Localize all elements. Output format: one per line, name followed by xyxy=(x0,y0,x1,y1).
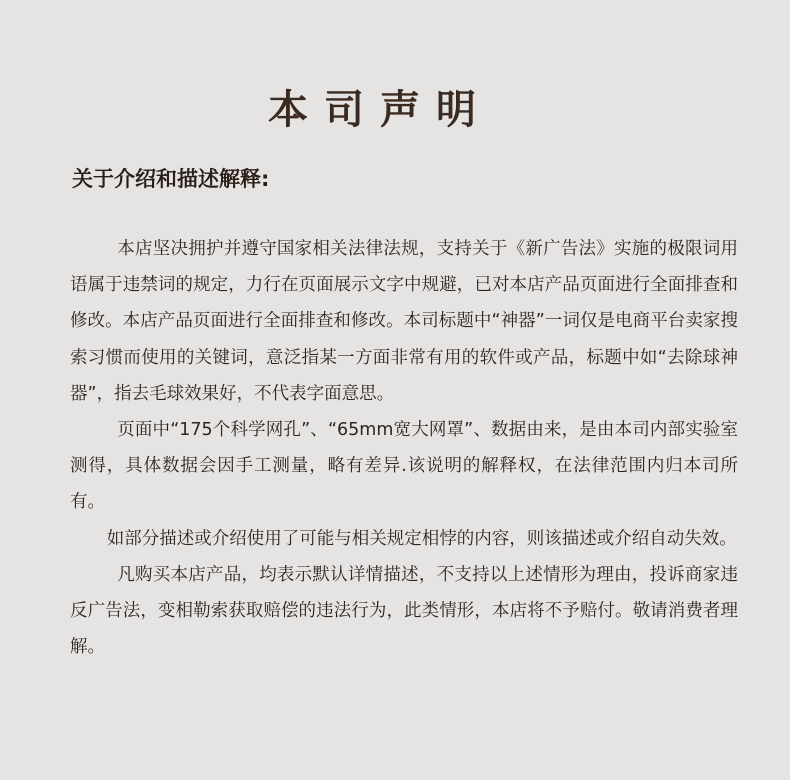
paragraph-compliance: 本店坚决拥护并遵守国家相关法律法规，支持关于《新广告法》实施的极限词用语属于违禁词的规定，力行在页面展示文字中规避，已对本店产品页面进行全面排查和修改。本店产品页面进行全面排查和修改。本司标题中“神器”一词仅是电商平台卖家搜索习惯而使用的关键词，意泛指某一方面非常有用的软件或产品，标题中如“去除球神器”，指去毛球效果好，不代表字面意思。 xyxy=(70,239,738,404)
statement-body xyxy=(70,231,738,665)
paragraph-no-compensation: 凡购买本店产品，均表示默认详情描述，不支持以上述情形为理由，投诉商家违反广告法，变相勒索获取赔偿的违法行为，此类情形，本店将不予赔付。敬请消费者理解。 xyxy=(70,564,738,658)
section-heading: 关于介绍和描述解释: xyxy=(72,167,270,191)
page-title: 本司声明 xyxy=(268,87,492,133)
paragraph-invalidation: 如部分描述或介绍使用了可能与相关规定相悖的内容，则该描述或介绍自动失效。 xyxy=(106,528,737,549)
paragraph-data-source: 页面中“175个科学网孔”、“65mm宽大网罩”、数据由来，是由本司内部实验室测得，具体数据会因手工测量，略有差异.该说明的解释权，在法律范围内归本司所有。 xyxy=(70,420,738,513)
